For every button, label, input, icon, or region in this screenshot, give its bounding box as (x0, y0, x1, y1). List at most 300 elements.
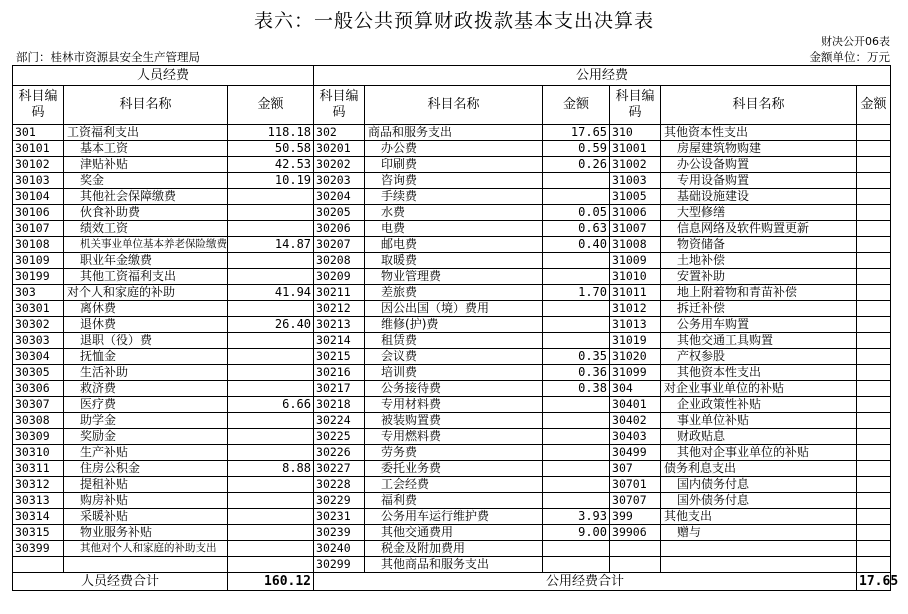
public-total-label: 公用经费合计 (314, 573, 857, 591)
public-a-name: 水费 (365, 205, 543, 221)
personnel-code: 30302 (13, 317, 64, 333)
personnel-code: 30312 (13, 477, 64, 493)
public-b-name: 物资储备 (661, 237, 857, 253)
personnel-amount (228, 189, 314, 205)
public-a-amount: 1.70 (543, 285, 610, 301)
personnel-name: 退职（役）费 (64, 333, 228, 349)
table-row (13, 221, 891, 237)
personnel-name: 机关事业单位基本养老保险缴费 (64, 237, 228, 253)
personnel-total-amount: 160.12 (228, 573, 314, 591)
col-header-name: 科目名称 (661, 86, 857, 125)
public-a-code: 30215 (314, 349, 365, 365)
public-a-code: 30227 (314, 461, 365, 477)
personnel-code: 30310 (13, 445, 64, 461)
col-header-code: 科目编码 (314, 86, 365, 125)
public-a-name: 咨询费 (365, 173, 543, 189)
personnel-name: 基本工资 (64, 141, 228, 157)
public-b-name: 赠与 (661, 525, 857, 541)
personnel-amount (228, 381, 314, 397)
public-b-name: 办公设备购置 (661, 157, 857, 173)
public-a-amount: 0.63 (543, 221, 610, 237)
public-b-name: 事业单位补贴 (661, 413, 857, 429)
personnel-amount: 42.53 (228, 157, 314, 173)
public-b-code: 31010 (610, 269, 661, 285)
table-row (13, 365, 891, 381)
personnel-name: 医疗费 (64, 397, 228, 413)
personnel-name: 对个人和家庭的补助 (64, 285, 228, 301)
table-row (13, 397, 891, 413)
personnel-code: 30315 (13, 525, 64, 541)
table-row (13, 189, 891, 205)
table-row (13, 205, 891, 221)
public-b-code: 30402 (610, 413, 661, 429)
public-a-code: 30211 (314, 285, 365, 301)
public-a-code: 302 (314, 125, 365, 141)
public-a-code: 30202 (314, 157, 365, 173)
public-a-amount (543, 461, 610, 477)
public-a-name: 劳务费 (365, 445, 543, 461)
public-a-name: 工会经费 (365, 477, 543, 493)
public-a-amount (543, 557, 610, 573)
public-b-amount (857, 445, 891, 461)
public-a-amount: 0.59 (543, 141, 610, 157)
personnel-code: 30399 (13, 541, 64, 557)
public-b-name: 国外债务付息 (661, 493, 857, 509)
public-a-code: 30229 (314, 493, 365, 509)
public-a-code: 30203 (314, 173, 365, 189)
personnel-code: 30306 (13, 381, 64, 397)
public-a-name: 会议费 (365, 349, 543, 365)
public-a-amount: 0.05 (543, 205, 610, 221)
public-a-code: 30299 (314, 557, 365, 573)
col-header-amount: 金额 (543, 86, 610, 125)
personnel-name: 物业服务补贴 (64, 525, 228, 541)
personnel-code: 30308 (13, 413, 64, 429)
personnel-code: 30106 (13, 205, 64, 221)
public-b-amount (857, 429, 891, 445)
public-a-name: 维修(护)费 (365, 317, 543, 333)
public-b-code: 31005 (610, 189, 661, 205)
personnel-amount (228, 477, 314, 493)
public-a-code: 30228 (314, 477, 365, 493)
table-row (13, 493, 891, 509)
public-a-code: 30204 (314, 189, 365, 205)
public-a-amount (543, 269, 610, 285)
personnel-group-header: 人员经费 (13, 66, 314, 86)
personnel-name: 其他社会保障缴费 (64, 189, 228, 205)
public-b-amount (857, 173, 891, 189)
public-b-code: 31002 (610, 157, 661, 173)
public-a-name: 商品和服务支出 (365, 125, 543, 141)
public-b-amount (857, 541, 891, 557)
table-row (13, 525, 891, 541)
public-a-name: 物业管理费 (365, 269, 543, 285)
personnel-name: 奖励金 (64, 429, 228, 445)
public-a-amount (543, 333, 610, 349)
table-row (13, 125, 891, 141)
public-b-amount (857, 269, 891, 285)
public-a-code: 30212 (314, 301, 365, 317)
public-a-amount: 0.40 (543, 237, 610, 253)
public-a-amount: 17.65 (543, 125, 610, 141)
table-row (13, 557, 891, 573)
public-b-amount (857, 477, 891, 493)
personnel-amount (228, 413, 314, 429)
public-b-code: 31020 (610, 349, 661, 365)
public-b-code: 31007 (610, 221, 661, 237)
public-b-name: 企业政策性补贴 (661, 397, 857, 413)
public-b-amount (857, 317, 891, 333)
public-b-name: 其他支出 (661, 509, 857, 525)
personnel-name: 救济费 (64, 381, 228, 397)
personnel-amount (228, 333, 314, 349)
public-b-name: 其他资本性支出 (661, 365, 857, 381)
personnel-amount: 118.18 (228, 125, 314, 141)
public-a-name: 公务用车运行维护费 (365, 509, 543, 525)
personnel-name: 职业年金缴费 (64, 253, 228, 269)
public-a-code: 30231 (314, 509, 365, 525)
public-a-name: 差旅费 (365, 285, 543, 301)
public-a-amount: 3.93 (543, 509, 610, 525)
personnel-amount (228, 301, 314, 317)
personnel-code: 30307 (13, 397, 64, 413)
public-a-name: 税金及附加费用 (365, 541, 543, 557)
col-header-name: 科目名称 (64, 86, 228, 125)
public-b-code: 310 (610, 125, 661, 141)
personnel-amount: 50.58 (228, 141, 314, 157)
public-b-amount (857, 349, 891, 365)
personnel-amount (228, 525, 314, 541)
personnel-code: 30108 (13, 237, 64, 253)
personnel-name: 助学金 (64, 413, 228, 429)
public-a-amount (543, 477, 610, 493)
public-b-code: 31008 (610, 237, 661, 253)
personnel-name: 伙食补助费 (64, 205, 228, 221)
public-b-name: 拆迁补偿 (661, 301, 857, 317)
public-b-name: 安置补助 (661, 269, 857, 285)
public-b-name (661, 541, 857, 557)
public-a-amount (543, 413, 610, 429)
personnel-code: 30313 (13, 493, 64, 509)
public-b-name: 基础设施建设 (661, 189, 857, 205)
public-a-name: 租赁费 (365, 333, 543, 349)
public-a-code: 30240 (314, 541, 365, 557)
public-a-name: 培训费 (365, 365, 543, 381)
public-a-amount (543, 173, 610, 189)
public-a-code: 30208 (314, 253, 365, 269)
public-a-code: 30213 (314, 317, 365, 333)
public-b-name: 其他交通工具购置 (661, 333, 857, 349)
table-row (13, 333, 891, 349)
table-row (13, 269, 891, 285)
public-b-code: 30707 (610, 493, 661, 509)
public-a-name: 邮电费 (365, 237, 543, 253)
public-a-amount (543, 317, 610, 333)
public-b-amount (857, 333, 891, 349)
personnel-amount (228, 365, 314, 381)
personnel-code (13, 557, 64, 573)
public-b-amount (857, 381, 891, 397)
personnel-code: 30199 (13, 269, 64, 285)
public-b-name: 公务用车购置 (661, 317, 857, 333)
public-b-code: 31013 (610, 317, 661, 333)
personnel-name: 生活补助 (64, 365, 228, 381)
personnel-code: 30303 (13, 333, 64, 349)
table-row (13, 173, 891, 189)
personnel-name: 津贴补贴 (64, 157, 228, 173)
table-row (13, 253, 891, 269)
personnel-name: 购房补贴 (64, 493, 228, 509)
personnel-amount: 6.66 (228, 397, 314, 413)
public-b-amount (857, 493, 891, 509)
personnel-name: 其他对个人和家庭的补助支出 (64, 541, 228, 557)
public-a-name: 办公费 (365, 141, 543, 157)
personnel-code: 30301 (13, 301, 64, 317)
table-row (13, 413, 891, 429)
public-a-amount (543, 397, 610, 413)
public-b-code: 31009 (610, 253, 661, 269)
public-a-name: 取暖费 (365, 253, 543, 269)
personnel-amount (228, 349, 314, 365)
personnel-amount (228, 429, 314, 445)
expenditure-table (12, 65, 899, 591)
public-b-amount (857, 461, 891, 477)
public-b-name: 财政贴息 (661, 429, 857, 445)
public-b-code: 31011 (610, 285, 661, 301)
public-a-code: 30216 (314, 365, 365, 381)
public-a-code: 30207 (314, 237, 365, 253)
personnel-name: 其他工资福利支出 (64, 269, 228, 285)
page-title: 表六：一般公共预算财政拨款基本支出决算表 (253, 10, 654, 32)
public-b-name: 国内债务付息 (661, 477, 857, 493)
personnel-code: 30107 (13, 221, 64, 237)
public-b-amount (857, 285, 891, 301)
col-header-amount: 金额 (228, 86, 314, 125)
personnel-code: 30109 (13, 253, 64, 269)
personnel-name: 退休费 (64, 317, 228, 333)
public-a-name: 专用材料费 (365, 397, 543, 413)
public-b-name: 其他对企事业单位的补贴 (661, 445, 857, 461)
public-b-amount (857, 141, 891, 157)
public-a-amount (543, 429, 610, 445)
public-a-name: 专用燃料费 (365, 429, 543, 445)
personnel-amount (228, 205, 314, 221)
public-a-name: 被装购置费 (365, 413, 543, 429)
personnel-name: 住房公积金 (64, 461, 228, 477)
public-a-code: 30225 (314, 429, 365, 445)
personnel-code: 30309 (13, 429, 64, 445)
public-a-name: 电费 (365, 221, 543, 237)
public-b-name: 土地补偿 (661, 253, 857, 269)
personnel-name: 抚恤金 (64, 349, 228, 365)
public-b-amount (857, 525, 891, 541)
public-a-code: 30201 (314, 141, 365, 157)
public-b-code: 304 (610, 381, 661, 397)
public-b-amount (857, 205, 891, 221)
personnel-name: 奖金 (64, 173, 228, 189)
public-b-code: 399 (610, 509, 661, 525)
public-b-amount (857, 413, 891, 429)
public-a-code: 30226 (314, 445, 365, 461)
public-a-code: 30206 (314, 221, 365, 237)
public-a-code: 30214 (314, 333, 365, 349)
personnel-amount (228, 509, 314, 525)
public-b-amount (857, 301, 891, 317)
personnel-amount (228, 493, 314, 509)
table-row (13, 349, 891, 365)
public-b-name: 地上附着物和青苗补偿 (661, 285, 857, 301)
public-a-amount: 0.38 (543, 381, 610, 397)
personnel-name (64, 557, 228, 573)
public-a-name: 手续费 (365, 189, 543, 205)
table-row (13, 141, 891, 157)
personnel-code: 303 (13, 285, 64, 301)
personnel-name: 提租补贴 (64, 477, 228, 493)
public-a-name: 其他商品和服务支出 (365, 557, 543, 573)
personnel-name: 绩效工资 (64, 221, 228, 237)
personnel-code: 30314 (13, 509, 64, 525)
table-row (13, 301, 891, 317)
public-b-amount (857, 253, 891, 269)
amount-unit-label: 金额单位：万元 (809, 50, 890, 64)
table-row (13, 509, 891, 525)
public-b-code: 30499 (610, 445, 661, 461)
public-b-code (610, 541, 661, 557)
public-b-amount (857, 397, 891, 413)
public-b-code: 30701 (610, 477, 661, 493)
public-group-header: 公用经费 (314, 66, 891, 86)
col-header-name: 科目名称 (365, 86, 543, 125)
table-row (13, 541, 891, 557)
public-a-amount: 9.00 (543, 525, 610, 541)
public-a-name: 福利费 (365, 493, 543, 509)
public-b-code: 31012 (610, 301, 661, 317)
public-a-amount (543, 301, 610, 317)
public-b-name (661, 557, 857, 573)
public-b-name: 其他资本性支出 (661, 125, 857, 141)
table-row (13, 381, 891, 397)
col-header-code: 科目编码 (13, 86, 64, 125)
public-b-code: 307 (610, 461, 661, 477)
personnel-amount: 26.40 (228, 317, 314, 333)
public-b-name: 债务利息支出 (661, 461, 857, 477)
table-row (13, 317, 891, 333)
public-b-code: 31099 (610, 365, 661, 381)
table-row (13, 157, 891, 173)
public-b-code: 30401 (610, 397, 661, 413)
public-b-amount (857, 157, 891, 173)
table-row (13, 461, 891, 477)
personnel-amount: 14.87 (228, 237, 314, 253)
personnel-code: 30102 (13, 157, 64, 173)
public-a-amount: 0.26 (543, 157, 610, 173)
public-b-name: 专用设备购置 (661, 173, 857, 189)
public-b-name: 大型修缮 (661, 205, 857, 221)
col-header-amount: 金额 (857, 86, 891, 125)
personnel-amount (228, 253, 314, 269)
public-b-amount (857, 557, 891, 573)
personnel-code: 30311 (13, 461, 64, 477)
public-b-amount (857, 237, 891, 253)
col-header-code: 科目编码 (610, 86, 661, 125)
personnel-amount: 10.19 (228, 173, 314, 189)
public-b-amount (857, 125, 891, 141)
personnel-code: 30103 (13, 173, 64, 189)
public-a-code: 30217 (314, 381, 365, 397)
public-a-amount (543, 445, 610, 461)
public-b-code: 31001 (610, 141, 661, 157)
public-b-name: 信息网络及软件购置更新 (661, 221, 857, 237)
personnel-amount (228, 221, 314, 237)
public-b-code: 31006 (610, 205, 661, 221)
form-number: 财决公开06表 (821, 35, 890, 48)
public-b-code: 31019 (610, 333, 661, 349)
public-a-amount: 0.36 (543, 365, 610, 381)
public-a-code: 30205 (314, 205, 365, 221)
personnel-amount (228, 557, 314, 573)
public-b-code: 30403 (610, 429, 661, 445)
public-b-name: 产权参股 (661, 349, 857, 365)
public-total-amount: 17.65 (857, 573, 891, 591)
public-b-amount (857, 221, 891, 237)
public-a-name: 委托业务费 (365, 461, 543, 477)
personnel-code: 30304 (13, 349, 64, 365)
personnel-code: 30305 (13, 365, 64, 381)
personnel-amount: 8.88 (228, 461, 314, 477)
public-a-code: 30209 (314, 269, 365, 285)
public-b-name: 房屋建筑物购建 (661, 141, 857, 157)
personnel-code: 301 (13, 125, 64, 141)
table-row (13, 429, 891, 445)
public-b-name: 对企业事业单位的补贴 (661, 381, 857, 397)
public-b-amount (857, 189, 891, 205)
public-a-name: 印刷费 (365, 157, 543, 173)
personnel-code: 30101 (13, 141, 64, 157)
public-b-amount (857, 365, 891, 381)
table-row (13, 237, 891, 253)
personnel-total-label: 人员经费合计 (13, 573, 228, 591)
public-a-amount (543, 541, 610, 557)
public-b-code: 39906 (610, 525, 661, 541)
table-row (13, 445, 891, 461)
public-a-amount: 0.35 (543, 349, 610, 365)
personnel-amount (228, 445, 314, 461)
public-a-name: 因公出国（境）费用 (365, 301, 543, 317)
public-b-code (610, 557, 661, 573)
table-row (13, 285, 891, 301)
public-a-amount (543, 253, 610, 269)
public-b-amount (857, 509, 891, 525)
public-a-amount (543, 189, 610, 205)
personnel-amount: 41.94 (228, 285, 314, 301)
personnel-name: 生产补贴 (64, 445, 228, 461)
public-a-name: 其他交通费用 (365, 525, 543, 541)
personnel-name: 离休费 (64, 301, 228, 317)
department-label: 部门：桂林市资源县安全生产管理局 (16, 50, 200, 64)
personnel-code: 30104 (13, 189, 64, 205)
table-row (13, 477, 891, 493)
personnel-amount (228, 269, 314, 285)
personnel-amount (228, 541, 314, 557)
public-a-code: 30218 (314, 397, 365, 413)
personnel-name: 采暖补贴 (64, 509, 228, 525)
public-a-amount (543, 493, 610, 509)
public-b-code: 31003 (610, 173, 661, 189)
public-a-name: 公务接待费 (365, 381, 543, 397)
personnel-name: 工资福利支出 (64, 125, 228, 141)
public-a-code: 30224 (314, 413, 365, 429)
public-a-code: 30239 (314, 525, 365, 541)
